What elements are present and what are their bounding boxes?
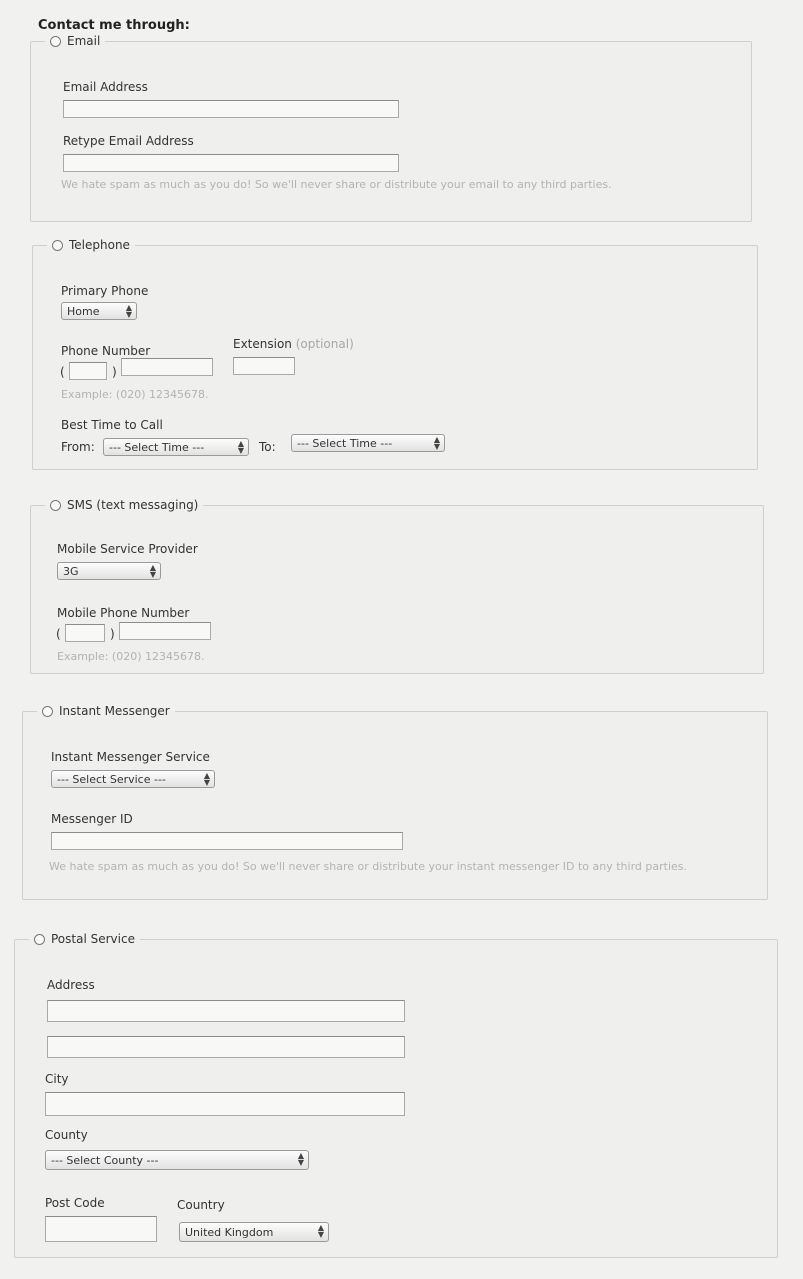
email-privacy-note: We hate spam as much as you do! So we'll never share or distribute your email to any third parties. [61, 178, 612, 191]
area-code-close-paren: ) [112, 365, 117, 379]
to-time-value: --- Select Time --- [297, 436, 393, 450]
from-time-value: --- Select Time --- [109, 440, 205, 454]
city-input[interactable] [45, 1092, 405, 1116]
mobile-area-open-paren: ( [56, 627, 61, 641]
select-arrows-icon: ▲ ▼ [125, 303, 132, 319]
best-time-label: Best Time to Call [61, 418, 163, 432]
select-arrows-icon: ▲ ▼ [149, 563, 156, 579]
address-line2-input[interactable] [47, 1036, 405, 1058]
mobile-provider-value: 3G [63, 564, 79, 578]
telephone-legend [47, 238, 135, 252]
sms-radio[interactable] [50, 500, 61, 511]
im-service-label: Instant Messenger Service [51, 750, 210, 764]
form-title: Contact me through: [38, 18, 190, 33]
mobile-number-input[interactable] [119, 622, 211, 640]
telephone-legend-label: Telephone [69, 238, 130, 252]
im-privacy-note: We hate spam as much as you do! So we'll never share or distribute your instant messenger ID to any third parties. [49, 860, 687, 873]
postal-legend [29, 932, 140, 946]
telephone-section [32, 238, 758, 470]
email-legend-label: Email [67, 34, 101, 48]
primary-phone-select[interactable] [61, 302, 137, 320]
county-select[interactable] [45, 1150, 309, 1170]
phone-example-hint: Example: (020) 12345678. [61, 388, 209, 401]
select-arrows-icon: ▲ ▼ [317, 1223, 324, 1239]
mobile-area-close-paren: ) [110, 627, 115, 641]
extension-label [233, 337, 354, 351]
mobile-example-hint: Example: (020) 12345678. [57, 650, 205, 663]
phone-number-label: Phone Number [61, 344, 151, 358]
area-code-open-paren: ( [60, 365, 65, 379]
country-label: Country [177, 1198, 225, 1212]
post-code-label: Post Code [45, 1196, 105, 1210]
im-service-value: --- Select Service --- [57, 772, 166, 786]
im-legend [37, 704, 175, 718]
extension-label-text: Extension [233, 337, 292, 351]
im-legend-label: Instant Messenger [59, 704, 170, 718]
select-arrows-icon: ▲ ▼ [433, 435, 440, 451]
email-section [30, 34, 752, 222]
email-legend [45, 34, 105, 48]
postal-legend-label: Postal Service [51, 932, 135, 946]
from-label: From: [61, 440, 95, 454]
mobile-provider-label: Mobile Service Provider [57, 542, 198, 556]
mobile-number-label: Mobile Phone Number [57, 606, 190, 620]
im-radio[interactable] [42, 706, 53, 717]
postal-radio[interactable] [34, 934, 45, 945]
to-time-select[interactable] [291, 434, 445, 452]
email-radio[interactable] [50, 36, 61, 47]
messenger-id-label: Messenger ID [51, 812, 133, 826]
retype-email-label: Retype Email Address [63, 134, 194, 148]
primary-phone-value: Home [67, 304, 100, 318]
telephone-radio[interactable] [52, 240, 63, 251]
from-time-select[interactable] [103, 438, 249, 456]
to-label: To: [259, 440, 276, 454]
email-address-label: Email Address [63, 80, 148, 94]
post-code-input[interactable] [45, 1216, 157, 1242]
sms-section [30, 498, 764, 674]
select-arrows-icon: ▲ ▼ [203, 771, 210, 787]
mobile-area-code-input[interactable] [65, 624, 105, 642]
county-value: --- Select County --- [51, 1153, 159, 1167]
sms-legend [45, 498, 203, 512]
im-service-select[interactable] [51, 770, 215, 788]
extension-input[interactable] [233, 357, 295, 375]
email-address-input[interactable] [63, 100, 399, 118]
retype-email-input[interactable] [63, 154, 399, 172]
mobile-provider-select[interactable] [57, 562, 161, 580]
area-code-input[interactable] [69, 362, 107, 380]
county-label: County [45, 1128, 88, 1142]
select-arrows-icon: ▲ ▼ [297, 1151, 304, 1167]
address-label: Address [47, 978, 95, 992]
phone-number-input[interactable] [121, 358, 213, 376]
city-label: City [45, 1072, 69, 1086]
address-line1-input[interactable] [47, 1000, 405, 1022]
country-value: United Kingdom [185, 1225, 274, 1239]
messenger-id-input[interactable] [51, 832, 403, 850]
postal-section [14, 932, 778, 1258]
country-select[interactable] [179, 1222, 329, 1242]
select-arrows-icon: ▲ ▼ [237, 439, 244, 455]
sms-legend-label: SMS (text messaging) [67, 498, 199, 512]
extension-optional: (optional) [295, 337, 354, 351]
im-section [22, 704, 768, 900]
primary-phone-label: Primary Phone [61, 284, 149, 298]
